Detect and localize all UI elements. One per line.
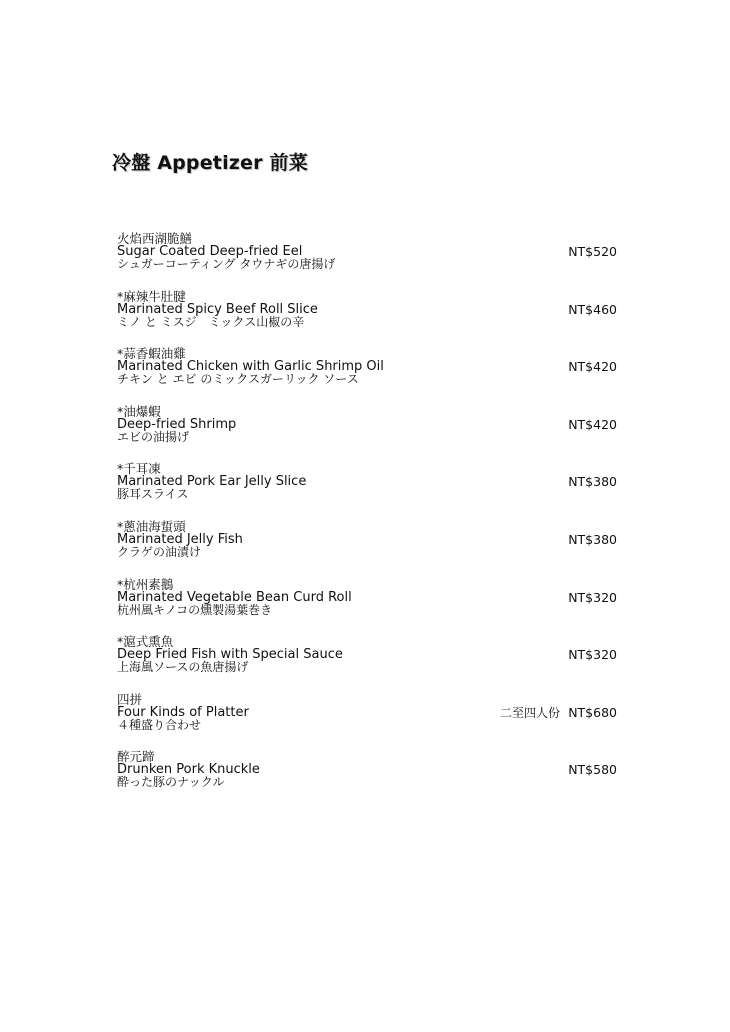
item-name-en: Four Kinds of Platter <box>117 704 249 720</box>
menu-item <box>117 750 620 808</box>
item-name-zh: *麻辣牛肚腱 <box>117 288 186 304</box>
item-name-zh: *滬式熏魚 <box>117 634 174 650</box>
item-price: NT$680 <box>568 704 617 720</box>
item-name-zh: 四拼 <box>117 691 143 707</box>
item-price: NT$580 <box>568 762 617 778</box>
menu-item <box>117 578 620 636</box>
menu-item <box>117 693 620 751</box>
item-name-zh: *油爆蝦 <box>117 403 161 419</box>
item-name-en: Marinated Jelly Fish <box>117 531 243 547</box>
item-name-en: Marinated Pork Ear Jelly Slice <box>117 474 307 490</box>
menu-item <box>117 520 620 578</box>
page-title: 冷盤 Appetizer 前菜 <box>112 152 308 174</box>
menu-item <box>117 232 620 290</box>
item-name-zh: *蔥油海蜇頭 <box>117 518 186 534</box>
item-name-en: Marinated Vegetable Bean Curd Roll <box>117 589 352 605</box>
item-name-en: Marinated Chicken with Garlic Shrimp Oil <box>117 359 384 375</box>
menu-item <box>117 347 620 405</box>
item-name-ja: シュガーコーティング タウナギの唐揚げ <box>117 257 336 271</box>
item-name-ja: 酔った豚のナックル <box>117 775 225 790</box>
item-price: NT$380 <box>568 531 617 547</box>
item-name-ja: チキン と エビ のミックスガーリック ソース <box>117 372 359 387</box>
item-name-zh: *杭州素鵝 <box>117 576 174 592</box>
item-name-zh: 火焰西湖脆鱔 <box>117 231 193 246</box>
item-name-ja: ミノ と ミスジ ミックス山椒の辛 <box>117 314 305 329</box>
item-name-ja: 上海風ソースの魚唐揚げ <box>117 660 249 675</box>
item-name-ja: クラゲの油漬け <box>117 544 202 559</box>
item-name-en: Drunken Pork Knuckle <box>117 762 260 778</box>
item-name-ja: 杭州風キノコの燻製湯葉巻き <box>117 602 273 617</box>
menu-item <box>117 462 620 520</box>
item-name-en: Deep-fried Shrimp <box>117 416 237 432</box>
item-name-ja: エビの油揚げ <box>117 429 190 444</box>
item-price: NT$420 <box>568 416 617 432</box>
item-name-en: Sugar Coated Deep-fried Eel <box>117 244 303 259</box>
menu-list <box>117 232 620 808</box>
item-name-zh: *蒜香蝦油雞 <box>117 346 186 362</box>
item-name-zh: *千耳凍 <box>117 461 161 477</box>
item-name-en: Deep Fried Fish with Special Sauce <box>117 647 343 663</box>
item-price: NT$320 <box>568 589 617 605</box>
item-price: NT$520 <box>568 244 617 259</box>
item-price: NT$460 <box>568 301 617 317</box>
item-price: NT$420 <box>568 359 617 375</box>
item-name-ja: 豚耳スライス <box>117 487 189 502</box>
item-note: 二至四人份 <box>499 705 560 720</box>
menu-item <box>117 635 620 693</box>
item-name-zh: 醉元蹄 <box>117 749 155 765</box>
item-name-en: Marinated Spicy Beef Roll Slice <box>117 301 318 317</box>
item-price: NT$320 <box>568 647 617 663</box>
item-price: NT$380 <box>568 474 617 490</box>
item-name-ja: ４種盛り合わせ <box>117 717 202 732</box>
menu-item <box>117 290 620 348</box>
menu-item <box>117 405 620 463</box>
